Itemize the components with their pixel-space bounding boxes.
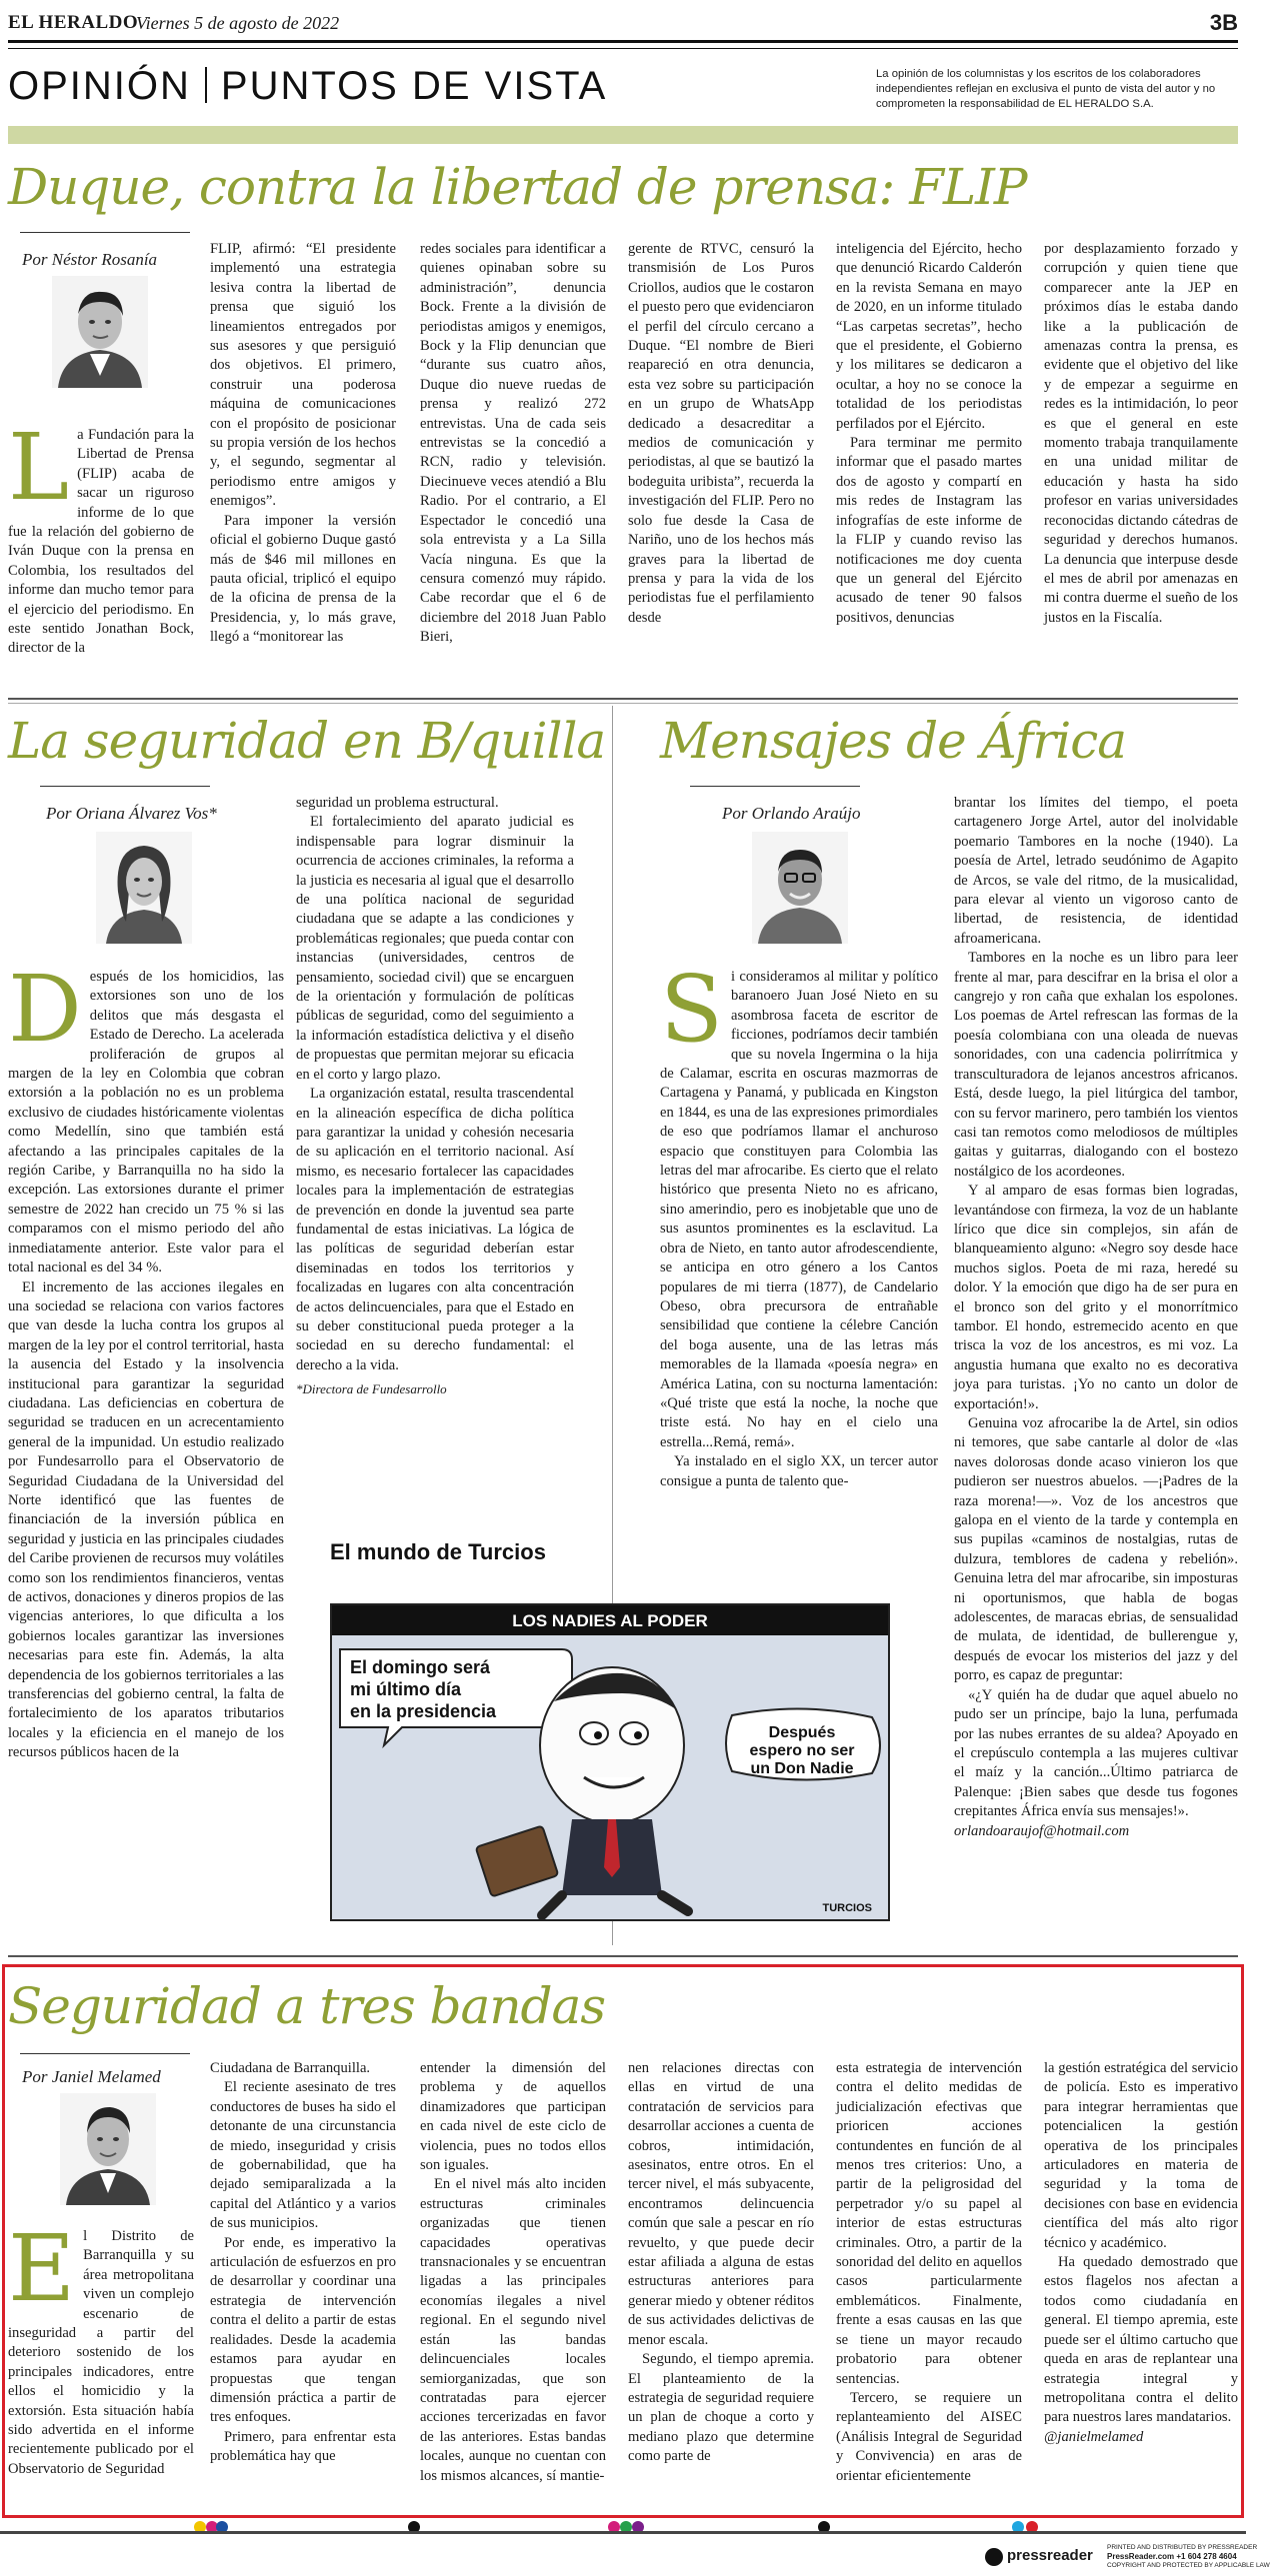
article1-dropcap: L <box>8 414 70 521</box>
article4-col-1: El Distrito de Barranquilla y su área metropolitana viven un complejo escenario de inseguridad a partir del deterioro sostenido de los principales indicadores, entre ellos el homicidio y la extorsión. Esta situación había sido advertida en el informe recientemente publicado por el Observatorio de Seguridad <box>8 2215 194 2477</box>
author-photo-araujo <box>752 832 848 944</box>
article3-col-1: Si consideramos al militar y político baranoero Juan José Nieto en su asombrosa faceta de escritor de ficciones, podríamos decir también que su novela Ingermina o la hija de Calamar, escrita en oscuras mazmorras de Cartagena y Panamá, y publicada en Kingston en 1844, es una de las expresiones primordiales de eso que podríamos llamar el anchuroso espacio que constituyen para Colombia las letras del mar afrocaribe. Es cierto que el relato histórico que presenta Nieto no es africano, sino amerindio, pero es inobjetable que uno de sus asuntos prominentes es la esclavitud. La obra de Nieto, en tanto autor afrodescendiente, se anticipa en otro género a los Cantos populares de mi tierra (1877), de Candelario Obeso, obra precursora de entrañable sensibilidad que contiene la célebre Canción del boga ausente, una de las letras más memorables de la llamada «poesía negra» en América Latina, con su nocturna lamentación: «Qué triste que está la noche, la noche que triste está. No hay en el cielo una estrella...Remá, remá». Ya instalado en el siglo XX, un tercer autor consigue a punta de talento que- <box>660 956 939 1489</box>
article4-handle: @janielmelamed <box>1044 2428 1144 2445</box>
pressreader-footer <box>985 2544 1270 2570</box>
article1-byline: Por Néstor Rosanía <box>22 250 158 269</box>
author-photo-alvarez <box>96 832 192 944</box>
author-photo-melamed <box>60 2093 156 2205</box>
article4-dropcap: E <box>8 2215 76 2322</box>
pressreader-line2: PressReader.com +1 604 278 4604 <box>1107 2552 1237 2561</box>
article3-dropcap: S <box>660 956 724 1063</box>
article4-col-2: Ciudadana de Barranquilla. El reciente asesinato de tres conductores de buses ha sido el detonante de una circunstancia de miedo, inseguridad y crisis de gobernabilidad, que ha dejado semiparalizada a la capital del Atlántico y a varios de sus municipios. Por ende, es imperativo la articulación de esfuerzos en pro de desarrollar y coordinar una estrategia de intervención contra el delito a partir de estas realidades. Desde la academia estamos para ayudar en propuestas que tengan dimensión práctica a partir de tres enfoques. Primero, para enfrentar esta problemática hay que <box>210 2060 396 2465</box>
article4-byline: Por Janiel Melamed <box>22 2067 161 2086</box>
cartoon-drawing <box>332 1605 888 1919</box>
issue-date: Viernes 5 de agosto de 2022 <box>136 13 340 33</box>
article2-dropcap: D <box>8 956 82 1063</box>
article2-byline: Por Oriana Álvarez Vos* <box>46 804 217 823</box>
svg-text:en la presidencia: en la presidencia <box>350 1701 497 1721</box>
article4-col-6: la gestión estratégica del servicio de policía. Esto es imperativo para integrar herramientas que potencialicen la gestión operativa de los principales articuladores en materia de seguridad y la toma de decisiones con base en evidencia científica del más alto rigor técnico y académico. Ha quedado demostrado que estos flagelos nos afectan a todos como ciudadanía en general. El tiempo apremia, este puede ser el último cartucho que queda en aras de replantear una estrategia integral y metropolitana contra el delito para nuestros lares mandatarios. @janielmelamed <box>1044 2059 1238 2511</box>
article3-col-2: brantar los límites del tiempo, el poeta cartagenero Jorge Artel, autor del inolvidable poemario Tambores en la noche (1940). La poesía de Artel, letrado seudónimo de Agapito de Arcos, se vale del ritmo, de la musicalidad, para elevar al viento un vigoroso canto de libertad, de resistencia, de identidad afroamericana. Tambores en la noche es un libro para leer frente al mar, para descifrar en la brisa el olor a cangrejo y ron caña que exhalan los espolones. Los poemas de Artel refrescan las formas de la poesía colombiana con una oleada de nuevas sonoridades, con una cadencia polirrítmica y transculturadora de lejanos ancestros africanos. Está, desde luego, la piel litúrgica del tambor, con su fervor marinero, pero también los vientos casi tan remotos como melodiosos de múltiples gaitas y guitarras, dialogando con el bostezo nostálgico de los acordeones. Y al amparo de esas formas bien logradas, levantándose con firmeza, la voz de un hablante lírico que dice sin complejos, sin afán de blanqueamiento alguno: «Negro soy desde hace muchos siglos. Poeta de mi raza, heredé su dolor. Y la emoción que digo ha de ser pura en el bronco son del grito y el monorrítmico tambor. El hondo, estremecido acento en que trisca la voz de los ancestros, es mi voz. La angustia humana que exalto no es decorativa joya para turistas. ¡Yo no canto un dolor de exportación!». Genuina voz afrocaribe la de Artel, sin odios ni temores, que sabe cantarle al dolor de «las naves dolorosas donde acaso vinieron los que pudieron ser nuestros abuelos. —¡Padres de la raza morena!—». Voz de los ancestros que galopa en el viento de la tarde y contempla en sus pupilas «caminos de nostalgias, rutas de dulzura, temblores de cadena y rebelión». Genuina letra del mar afrocaribe, sin imposturas ni oportunismos, que habla de bogas adolescentes, de maracas ebrias, de sensualidad de mulata, de identidad, de bullerengue y, después de evocar los misterios del jazz y del porro, es capaz de preguntar: «¿Y quién ha de dudar que aquel abuelo no pudo ser un príncipe, bajo la luna, perfumada por las nubes errantes de su aldea? Apoyado en el crepúsculo contempla a las mujeres cultivar el maíz y la canción...Último patriarca de Palenque: ¡Bien sabes que desde tus fogones crepitantes África envía sus mensajes!». orlandoaraujof@hotmail.com <box>954 794 1238 1943</box>
masthead <box>8 8 1238 38</box>
article2-col-1: Después de los homicidios, las extorsiones son uno de los delitos que más desgasta el Estado de Derecho. La acelerada proliferación de grupos al margen de la ley en Colombia que cobran extorsión a la población no es un problema exclusivo de ciudades históricamente violentas como Medellín, sino que también está afectando a las principales capitales de la región Caribe, y Barranquilla no ha sido la excepción. Las extorsiones durante el primer semestre de 2022 han crecido un 75 % si las comparamos con el mismo periodo del año inmediatamente anterior. Este valor para el total nacional es del 34 %. El incremento de las acciones ilegales en una sociedad se relaciona con varios factores que van desde la lucha contra los grupos al margen de la ley por el control territorial, hasta la ausencia del Estado y la insolvencia institucional para garantizar la seguridad ciudadana. Las deficiencias en cobertura de seguridad se traducen en un acrecentamiento general de la impunidad. Un estudio realizado por Fundesarrollo para el Observatorio de Seguridad Ciudadana de la Universidad del Norte identificó que las fuentes de financiación de la inversión pública en seguridad y justicia en las principales ciudades del Caribe provienen de recursos muy volátiles como son los rendimientos financieros, ventas de activos, donaciones y dineros propios de las vigencias anteriores, lo que dificulta a los gobiernos locales garantizar las inversiones necesarias para este fin. Además, la alta dependencia de los gobiernos territoriales a las transferencias del gobierno central, la falta de fortalecimiento de los aparatos tributarios locales y la eficiencia en el manejo de los recursos públicos hacen de la <box>8 956 284 1761</box>
byline-rule <box>20 2053 190 2054</box>
article4-col-5: esta estrategia de intervención contra el delito medidas de judicialización efectivas que prioricen acciones contundentes en función de al menos tres criterios: Uno, a partir de la peligrosidad del perpetrador y/o su papel al interior de estas estructuras criminales. Otro, a partir de la sonoridad del delito en aquellos casos particularmente emblemáticos. Finalmente, frente a esas causas en las que se tiene un mayor recaudo probatorio para obtener sentencias. Tercero, se requiere un replanteamiento del AISEC (Análisis Integral de Seguridad y Convivencia) en aras de orientar eficientemente <box>836 2060 1022 2484</box>
pressreader-brand: pressreader <box>1007 2547 1093 2564</box>
pressreader-line1: PRINTED AND DISTRIBUTED BY PRESSREADER <box>1107 2544 1258 2551</box>
byline-rule <box>40 786 210 787</box>
article1-col-5: inteligencia del Ejército, hecho que denunció Ricardo Calderón en la revista Semana en mayo de 2020, en un informe titulado “Las carpetas secretas”, hecho que el presidente, el Gobierno y los militares se dedicaron a ocultar, a hoy no se conoce la totalidad de los periodistas perfilados por el Ejército. Para terminar me permito informar que el pasado martes dos de agosto y compartí en mis redes de Instagram las infografías de este informe de la FLIP y cuando reviso las notificaciones me doy cuenta que un general del Ejército acusado de tener 90 falsos positivos, denuncias <box>836 241 1022 626</box>
row-divider <box>8 698 1238 700</box>
masthead-rule <box>8 40 1238 43</box>
article1-col-1: La Fundación para la Libertad de Prensa (FLIP) acaba de sacar un riguroso informe de lo que fue la relación del gobierno de Iván Duque con la prensa en Colombia, los resultados del informe dan mucho temor para el ejercicio del periodismo. En este sentido Jonathan Bock, director de la <box>8 414 194 657</box>
article3-byline: Por Orlando Araújo <box>722 804 861 823</box>
pressreader-logo-icon <box>985 2548 1003 2566</box>
byline-rule <box>20 232 190 233</box>
editorial-cartoon <box>330 1603 890 1921</box>
article1-headline: Duque, contra la libertad de prensa: FLIP <box>8 158 1027 216</box>
svg-text:espero no ser: espero no ser <box>749 1742 855 1759</box>
article4-col-3: entender la dimensión del problema y de aquellos dinamizadores que participan en cada nivel de este ciclo de violencia, pues no todos ellos son iguales. En el nivel más alto inciden estructuras criminales organizadas que tienen capacidades operativas transnacionales y se encuentran ligadas a las principales economías ilegales a nivel regional. En el segundo nivel están las bandas delincuenciales locales semiorganizadas, que son contratadas para ejercer acciones tercerizadas en favor de las anteriores. Estas bandas locales, aunque no cuentan con los mismos alcances, sí mantie- <box>420 2060 606 2484</box>
section-left-label: OPINIÓN <box>8 64 191 108</box>
article1-col-3: redes sociales para identificar a quienes opinaban sobre su administración”, denuncia Bock. Frente a la división de periodistas amigos y enemigos, Bock y la Flip denuncian que “durante sus cuatro años, Duque dio nueve ruedas de prensa y realizó 272 entrevistas. Una de cada seis entrevistas se la concedió a RCN, radio y televisión. Diecinueve veces atendió a Blu Radio. Por el contrario, a El Espectador le concedió una sola entrevista y a La Silla Vacía ninguna. Es que la censura comenzó muy rápido. Cabe recordar que el 6 de diciembre del 2018 Juan Pablo Bieri, <box>420 241 606 646</box>
article1-col-4: gerente de RTVC, censuró la transmisión de Los Puros Criollos, audios que le costaron el puesto pero que evidenciaron el perfil del círculo cercano a Duque. “El nombre de Bieri reapareció en otra denuncia, esta vez sobre su participación en un grupo de WhatsApp dedicado a desacreditar a medios de comunicación y periodistas, al que se bautizó la bodeguita uribista”, recuerda la investigación del FLIP. Pero no solo fue desde la Casa de Nariño, uno de los hechos más graves para la libertad de prensa y para la vida de los periodistas fue el perfilamiento desde <box>628 241 814 626</box>
svg-text:mi último día: mi último día <box>350 1679 462 1699</box>
svg-text:un Don Nadie: un Don Nadie <box>750 1760 854 1777</box>
byline-rule <box>690 786 860 787</box>
section-right-label: PUNTOS DE VISTA <box>220 64 608 108</box>
section-band <box>8 126 1238 144</box>
svg-text:El domingo será: El domingo será <box>350 1657 491 1677</box>
svg-text:Después: Después <box>768 1724 836 1741</box>
section-disclaimer: La opinión de los columnistas y los escritos de los colaboradores independientes reflejan en exclusiva el punto de vista del autor y no comprometen la responsabilidad de EL HERALDO S.A. <box>876 68 1216 110</box>
article3-email: orlandoaraujof@hotmail.com <box>954 1822 1130 1839</box>
article2-col-2: seguridad un problema estructural. El fortalecimiento del aparato judicial es indispensable para lograr disminuir la ocurrencia de acciones criminales, la reforma a la justicia es necesaria al igual que el desarrollo de una política nacional de seguridad ciudadana que se adapte a las condiciones y problemáticas regionales; que pueda contar con instancias (universidades, centros de pensamiento, sociedad civil) que se encarguen de la orientación y formulación de políticas públicas de seguridad, como del seguimiento a la información estadística delictiva y el diseño de propuestas que permitan mejorar su eficacia en el corto y largo plazo. La organización estatal, resulta trascendental en la alineación específica de dicha política para garantizar la unidad y cohesión necesaria de su aplicación en el territorio nacional. Así mismo, es necesario fortalecer las capacidades locales para la implementación de estrategias de prevención en donde la juventud sea parte fundamental de estas iniciativas. La lógica de las políticas de seguridad deberían estar diseminadas en todos los territorios y focalizadas en lugares con alta concentración de actos delincuenciales, para que el Estado en su deber constitucional pueda proteger a la sociedad en su derecho fundamental: el derecho a la vida. *Directora de Fundesarrollo <box>296 794 574 1513</box>
cartoon-section-title: El mundo de Turcios <box>330 1539 546 1564</box>
row-divider-thin <box>8 703 1238 704</box>
page-number: 3B <box>1209 10 1238 35</box>
article3-headline: Mensajes de África <box>660 712 1127 770</box>
section-title <box>8 64 607 109</box>
article1-col-6: por desplazamiento forzado y corrupción y quien tiene que comparecer ante la JEP en próximos días le estaba dando like a la publicación de amenazas contra la prensa, es evidente que el objetivo del like y de empezar a seguirme en redes es la intimidación, lo peor es que el general en este momento trabaja tranquilamente en una unidad militar de educación y hasta ha sido profesor en varias universidades reconocidas dictando cátedras de seguridad y derechos humanos. La denuncia que interpuse desde el mes de abril por amenazas en mi contra duerme el sueño de los justos en la Fiscalía. <box>1044 241 1238 626</box>
row-divider <box>8 1955 1238 1957</box>
footer-rule <box>0 2531 1246 2534</box>
article2-headline: La seguridad en B/quilla <box>8 712 606 770</box>
article4-headline: Seguridad a tres bandas <box>8 1977 605 2035</box>
article4-col-4: nen relaciones directas con ellas en virtud de una contratación de servicios para desarrollar acciones a cuenta de cobros, intimidación, asesinatos, entre otros. En el tercer nivel, el más subyacente, encontramos delincuencia común que sale a pescar en río revuelto, y que puede decir estar afiliada a alguna de estas estructuras anteriores para generar miedo y obtener réditos de sus actividades delictivas de menor escala. Segundo, el tiempo apremia. El planteamiento de la estrategia de seguridad requiere un plan de choque a corto y mediano plazo que determine como parte de <box>628 2060 814 2465</box>
newspaper-name: EL HERALDO <box>8 12 139 33</box>
cartoon-banner: LOS NADIES AL PODER <box>512 1611 708 1630</box>
masthead-rule-thin <box>8 48 1238 49</box>
pressreader-line3: COPYRIGHT AND PROTECTED BY APPLICABLE LAW <box>1107 2562 1270 2569</box>
article2-author-note: *Directora de Fundesarrollo <box>296 1381 447 1397</box>
cartoon-signature: TURCIOS <box>822 1902 872 1914</box>
article1-col-2: FLIP, afirmó: “El presidente implementó una estrategia lesiva contra la libertad de prensa que siguió los lineamientos entregados por sus asesores y que persiguió dos objetivos. El primero, construir una poderosa máquina de comunicaciones con el propósito de posicionar su propia versión de los hechos y, el segundo, segmentar al periodismo entre amigos y enemigos”. Para imponer la versión oficial el gobierno Duque gastó más de $46 mil millones en pauta oficial, triplicó el equipo de la oficina de prensa de la Presidencia, y, lo más grave, llegó a “monitorear las <box>210 241 396 646</box>
author-photo-rosania <box>52 276 148 388</box>
